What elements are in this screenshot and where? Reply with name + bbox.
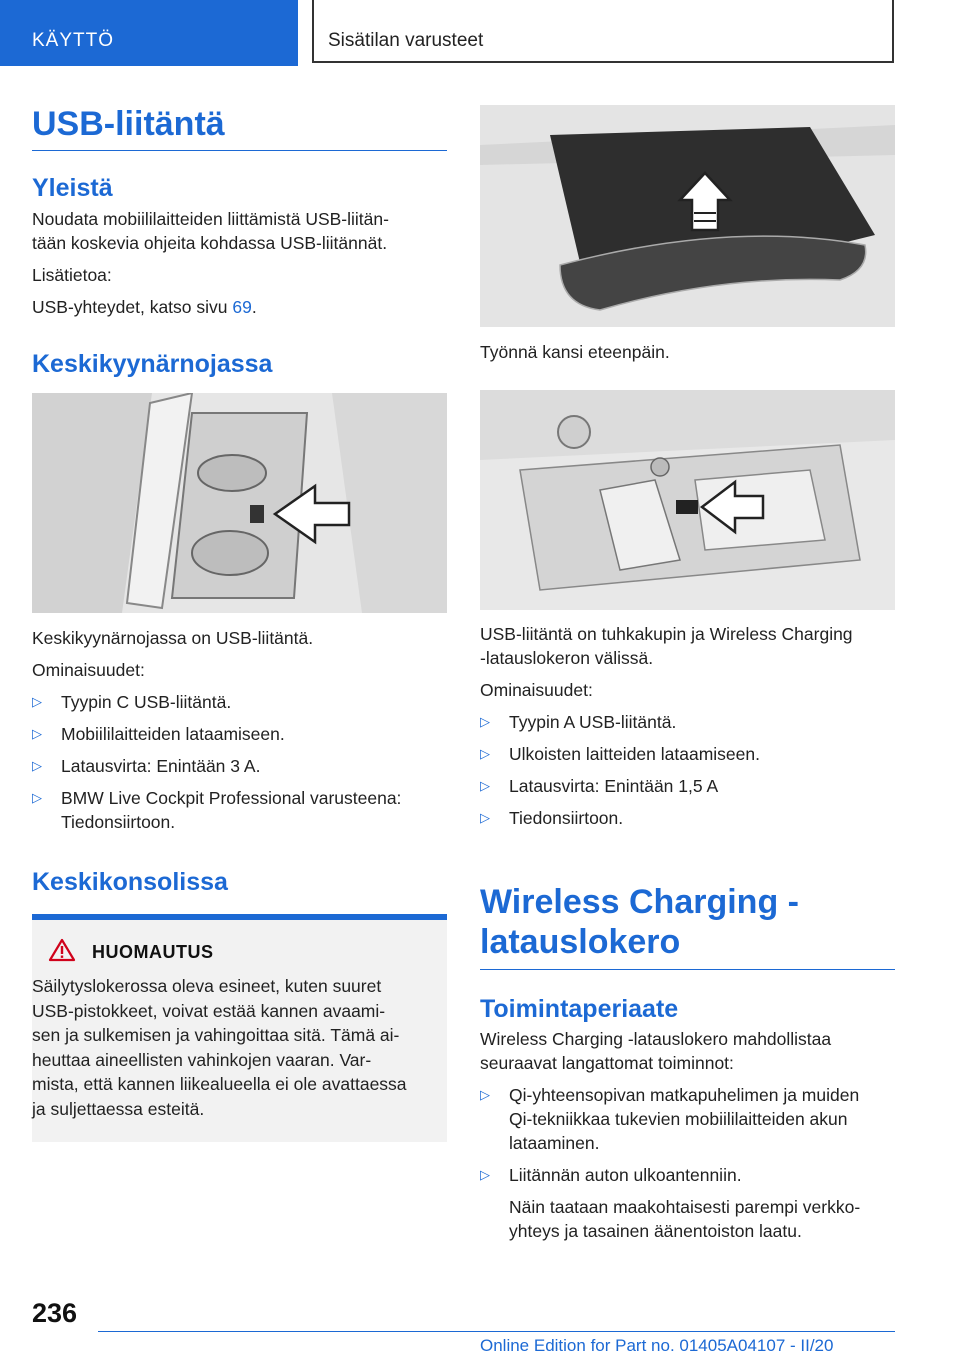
console-usb-caption-2: -latauslokeron välissä. [480,648,654,668]
warning-box [32,914,447,1142]
armrest-details [32,626,447,897]
triangle-right-outline-icon: ▷ [480,778,490,793]
footer-edition: Online Edition for Part no. 01405A04107 - II/20 [480,1336,834,1355]
warning-title: HUOMAUTUS [92,942,214,962]
list-item: ▷ Latausvirta: Enintään 1,5 A [480,776,719,796]
list-item: ▷ Latausvirta: Enintään 3 A. [32,756,261,776]
principle-heading: Toimintaperiaate [480,995,679,1023]
armrest-caption: Keskikyynärnojassa on USB-liitäntä. [32,628,314,648]
console-usb-caption-1: USB-liitäntä on tuhkakupin ja Wireless Charging [480,624,853,644]
see-page-suffix: . [251,297,257,317]
console-props-label: Ominaisuudet: [480,680,593,700]
list-item: ▷ Tyypin C USB-liitäntä. [32,692,232,712]
armrest-usb-illustration [32,393,447,613]
more-info-label: Lisätietoa: [32,265,112,285]
see-page-text: USB-yhteydet, katso sivu [32,297,233,317]
console-heading: Keskikonsolissa [32,868,228,896]
general-heading: Yleistä [32,174,113,202]
general-text-2: tään koskevia ohjeita kohdassa USB-liitännät. [32,233,388,253]
page-number: 236 [32,1298,78,1328]
wireless-section [480,882,895,1243]
list-item: ▷ Qi-yhteensopivan matkapuhelimen ja muiden Qi-tekniikkaa tukevien mobiililaitteiden akun lataaminen. [480,1085,860,1153]
triangle-right-outline-icon: ▷ [32,758,42,773]
header-chapter-label: Sisätilan varusteet [328,30,484,51]
triangle-right-outline-icon: ▷ [480,1087,490,1102]
header-section-tab [0,0,298,66]
triangle-right-outline-icon: ▷ [32,790,42,805]
list-item: ▷ Ulkoisten laitteiden lataamiseen. [480,744,760,764]
console-usb-illustration [480,390,895,610]
list-item: ▷ Tyypin A USB-liitäntä. [480,712,677,732]
triangle-right-outline-icon: ▷ [32,694,42,709]
header-section-label: KÄYTTÖ [32,30,115,51]
footer-rule [98,1331,895,1332]
wireless-title: Wireless Charging - latauslokero [480,883,799,961]
usb-title: USB-liitäntä [32,105,225,143]
general-text-1: Noudata mobiililaitteiden liittämistä USB-liitän- [32,209,389,229]
wireless-intro-2: seuraavat langattomat toiminnot: [480,1053,734,1073]
triangle-right-outline-icon: ▷ [480,1167,490,1182]
warning-text: Säilytyslokerossa oleva esineet, kuten suuret USB-pistokkeet, voivat estää kannen avaami- sen ja sulkemisen ja vahingoittaa sitä. Tämä ai- heuttaa aineellisten vahinkojen vaaran. Var- mista, että kannen liikealueella ei ole avattaessa ja suljettaessa esteitä. [32,976,407,1119]
console-usb-details [480,622,895,830]
header-chapter-box [312,0,894,63]
armrest-props-label: Ominaisuudet: [32,660,145,680]
triangle-right-outline-icon: ▷ [32,726,42,741]
list-item: ▷ Mobiililaitteiden lataamiseen. [32,724,285,744]
wireless-intro-1: Wireless Charging -latauslokero mahdollistaa [480,1029,832,1049]
push-cover-caption: Työnnä kansi eteenpäin. [480,342,670,362]
armrest-heading: Keskikyynärnojassa [32,350,273,378]
list-item: ▷ Liitännän auton ulkoantenniin. [480,1165,742,1185]
triangle-right-outline-icon: ▷ [480,810,490,825]
usb-section [32,104,447,379]
list-item: ▷ BMW Live Cockpit Professional varusteena: Tiedonsiirtoon. [32,788,402,832]
push-cover-illustration [480,105,895,327]
triangle-right-outline-icon: ▷ [480,746,490,761]
page-link-69[interactable]: 69 [232,297,252,317]
triangle-right-outline-icon: ▷ [480,714,490,729]
list-item-sub: Näin taataan maakohtaisesti parempi verkko- yhteys ja tasainen äänentoiston laatu. [509,1197,861,1241]
list-item: ▷ Tiedonsiirtoon. [480,808,624,828]
warning-triangle-icon [48,938,76,967]
